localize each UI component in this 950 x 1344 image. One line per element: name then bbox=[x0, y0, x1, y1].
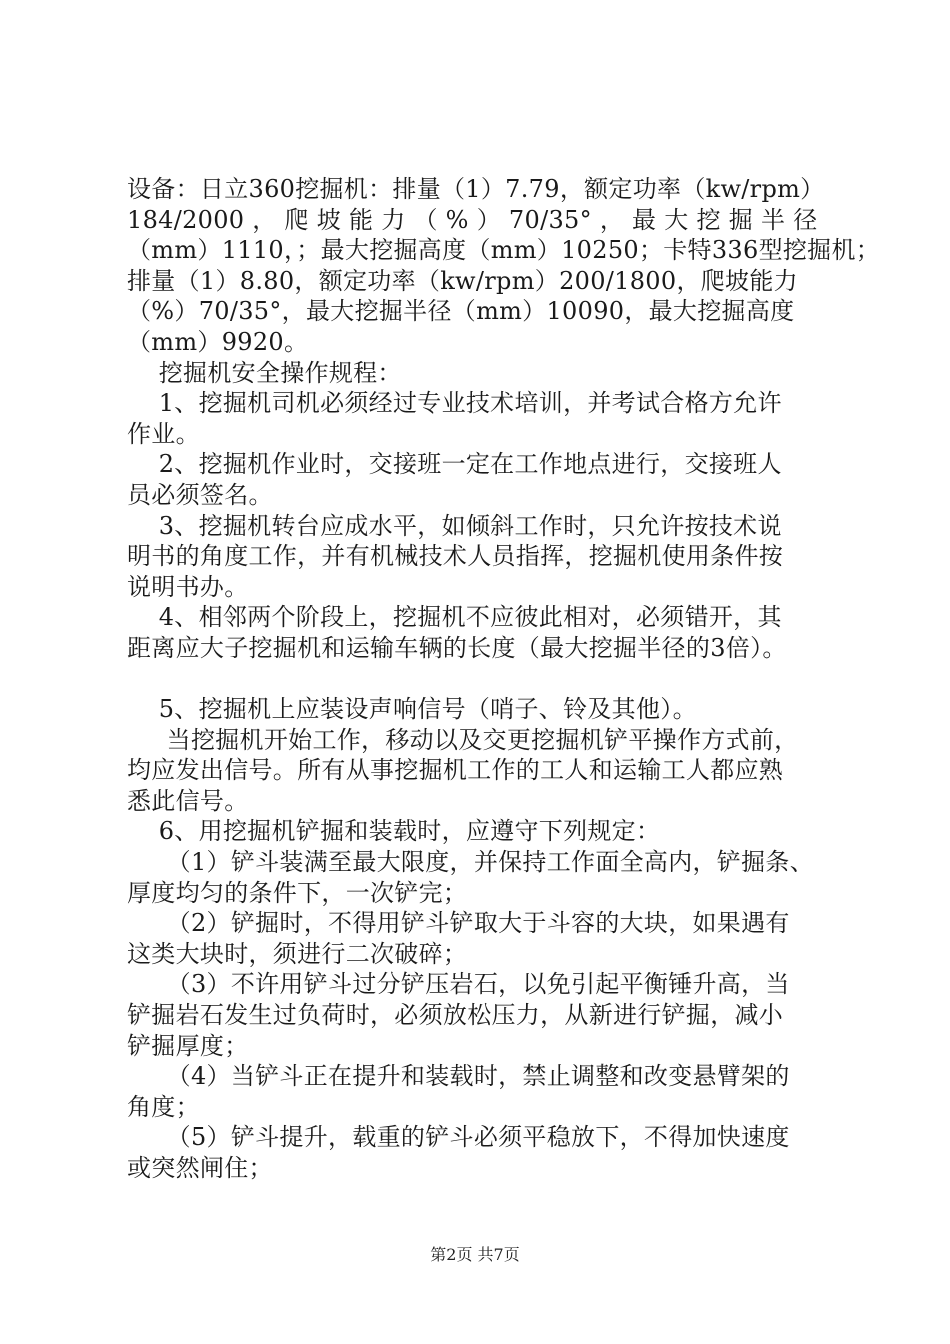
text-line: 说明书办。 bbox=[127, 572, 249, 601]
text-line: 明书的角度工作，并有机械技术人员指挥，挖掘机使用条件按 bbox=[127, 542, 784, 571]
text-line: （5）铲斗提升，载重的铲斗必须平稳放下，不得加快速度 bbox=[127, 1123, 790, 1152]
text-line: （2）铲掘时，不得用铲斗铲取大于斗容的大块，如果遇有 bbox=[127, 909, 790, 938]
text-line: 这类大块时，须进行二次破碎； bbox=[127, 939, 468, 968]
text-line: 铲掘厚度； bbox=[127, 1031, 249, 1060]
text-line: （1）铲斗装满至最大限度，并保持工作面全高内，铲掘条、 bbox=[127, 848, 815, 877]
blank-line bbox=[127, 664, 842, 695]
text-line: 均应发出信号。所有从事挖掘机工作的工人和运输工人都应熟 bbox=[127, 756, 784, 785]
text-line: 当挖掘机开始工作，移动以及交更挖掘机铲平操作方式前， bbox=[127, 725, 799, 754]
text-line: 员必须签名。 bbox=[127, 480, 273, 509]
text-line: 距离应大子挖掘机和运输车辆的长度（最大挖掘半径的3倍）。 bbox=[127, 633, 787, 662]
text-line: 6、用挖掘机铲掘和装载时，应遵守下列规定： bbox=[127, 817, 661, 846]
text-line: 角度； bbox=[127, 1092, 200, 1121]
text-line: 184/2000 ， 爬 坡 能 力 （ % ） 70/35° ， 最 大 挖 掘 半 径 bbox=[127, 205, 818, 234]
text-line: （mm）9920。 bbox=[127, 327, 309, 356]
text-line: 铲掘岩石发生过负荷时，必须放松压力，从新进行铲掘，减小 bbox=[127, 1001, 784, 1030]
text-line: 作业。 bbox=[127, 419, 200, 448]
text-line: 5、挖掘机上应装设声响信号（哨子、铃及其他）。 bbox=[127, 695, 697, 724]
text-line: 4、相邻两个阶段上，挖掘机不应彼此相对，必须错开，其 bbox=[127, 603, 782, 632]
text-line: （mm）1110，；最大挖掘高度（mm）10250；卡特336型挖掘机； bbox=[127, 236, 881, 265]
text-line: 或突然闸住； bbox=[127, 1154, 273, 1182]
text-line: 2、挖掘机作业时，交接班一定在工作地点进行，交接班人 bbox=[127, 450, 782, 479]
page-footer: 第2页 共7页 bbox=[430, 1245, 520, 1264]
text-line: （3）不许用铲斗过分铲压岩石，以免引起平衡锤升高，当 bbox=[127, 970, 790, 999]
text-line: （4）当铲斗正在提升和装载时，禁止调整和改变悬臂架的 bbox=[127, 1062, 790, 1091]
text-line: 厚度均匀的条件下，一次铲完； bbox=[127, 878, 468, 907]
text-line: 3、挖掘机转台应成水平，如倾斜工作时，只允许按技术说 bbox=[127, 511, 782, 540]
text-line: 悉此信号。 bbox=[127, 786, 249, 815]
text-line: （%）70/35°，最大挖掘半径（mm）10090，最大挖掘高度 bbox=[127, 297, 795, 326]
text-line: 1、挖掘机司机必须经过专业技术培训，并考试合格方允许 bbox=[127, 389, 782, 418]
text-line: 设备：日立360挖掘机：排量（1）7.79，额定功率（kw/rpm） bbox=[127, 175, 825, 203]
text-line: 排量（1）8.80，额定功率（kw/rpm）200/1800，爬坡能力 bbox=[127, 266, 798, 295]
section-heading: 挖掘机安全操作规程： bbox=[127, 358, 402, 387]
document-body bbox=[127, 174, 881, 1184]
